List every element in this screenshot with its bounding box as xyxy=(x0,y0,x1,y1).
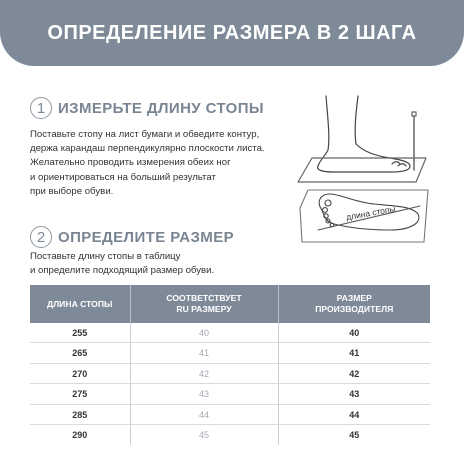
step-1-heading xyxy=(30,97,264,119)
table-row xyxy=(30,323,430,343)
cell-foot-length: 255 xyxy=(30,323,130,343)
header-manufacturer-size: РАЗМЕР ПРОИЗВОДИТЕЛЯ xyxy=(278,285,430,323)
cell-manufacturer-size: 45 xyxy=(349,430,360,441)
foot-length-label: длина стопы xyxy=(345,203,397,223)
step-1-line: при выборе обуви. xyxy=(30,185,114,197)
cell-ru-size: 44 xyxy=(130,404,278,425)
cell-ru-size: 41 xyxy=(130,343,278,364)
foot-side-view-icon xyxy=(298,96,426,182)
cell-ru-size: 42 xyxy=(130,363,278,384)
step-1-line: и ориентироваться на больший результат xyxy=(30,171,216,183)
cell-ru-size: 45 xyxy=(130,425,278,445)
step-2-number-icon: 2 xyxy=(30,226,52,248)
size-table xyxy=(30,285,430,445)
table-row xyxy=(30,404,430,425)
cell-manufacturer-size: 43 xyxy=(278,384,430,405)
step-2-description xyxy=(30,250,292,278)
cell-manufacturer-size: 40 xyxy=(278,323,430,343)
table-row xyxy=(30,343,430,364)
page-title: ОПРЕДЕЛЕНИЕ РАЗМЕРА В 2 ШАГА xyxy=(47,21,417,44)
cell-manufacturer-size: 42 xyxy=(278,363,430,384)
cell-manufacturer-size: 44 xyxy=(278,404,430,425)
step-1-line: Желательно проводить измерения обеих ног xyxy=(30,157,231,169)
step-1-line: Поставьте стопу на лист бумаги и обведите контур, xyxy=(30,129,260,140)
cell-manufacturer-size: 41 xyxy=(278,343,430,364)
table-header-row xyxy=(30,285,430,323)
cell-ru-size: 43 xyxy=(130,384,278,405)
step-1-description xyxy=(30,128,292,199)
step-1-number-icon: 1 xyxy=(30,97,52,119)
cell-ru-size: 40 xyxy=(130,323,278,343)
step-1-title: ИЗМЕРЬТЕ ДЛИНУ СТОПЫ xyxy=(58,99,264,117)
step-2-line: и определите подходящий размер обуви. xyxy=(30,265,215,277)
foot-measuring-illustration xyxy=(294,90,434,250)
step-2-line: Поставьте длину стопы в таблицу xyxy=(30,251,181,262)
title-banner xyxy=(0,0,464,66)
cell-foot-length: 290 xyxy=(30,425,130,445)
cell-foot-length: 285 xyxy=(30,404,130,425)
header-ru-size: СООТВЕТСТВУЕТ RU РАЗМЕРУ xyxy=(130,285,278,323)
cell-foot-length: 265 xyxy=(30,343,130,364)
header-foot-length: ДЛИНА СТОПЫ xyxy=(30,285,130,323)
table-row xyxy=(30,425,430,445)
step-1-line: держа карандаш перпендикулярно плоскости листа. xyxy=(30,143,265,155)
cell-foot-length: 270 xyxy=(30,363,130,384)
step-2-title: ОПРЕДЕЛИТЕ РАЗМЕР xyxy=(58,228,235,246)
cell-foot-length: 275 xyxy=(30,384,130,405)
table-row xyxy=(30,384,430,405)
table-row xyxy=(30,363,430,384)
step-2-heading xyxy=(30,226,234,248)
